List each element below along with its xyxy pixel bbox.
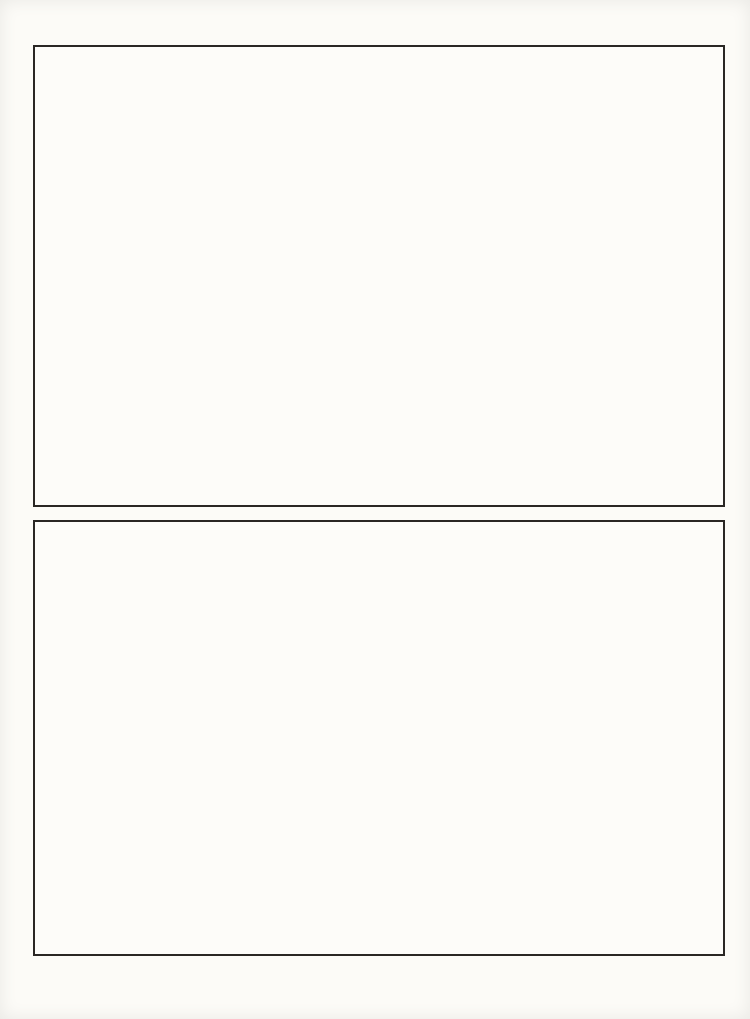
bottom-roster-table xyxy=(33,520,725,956)
top-roster-table xyxy=(33,45,725,507)
